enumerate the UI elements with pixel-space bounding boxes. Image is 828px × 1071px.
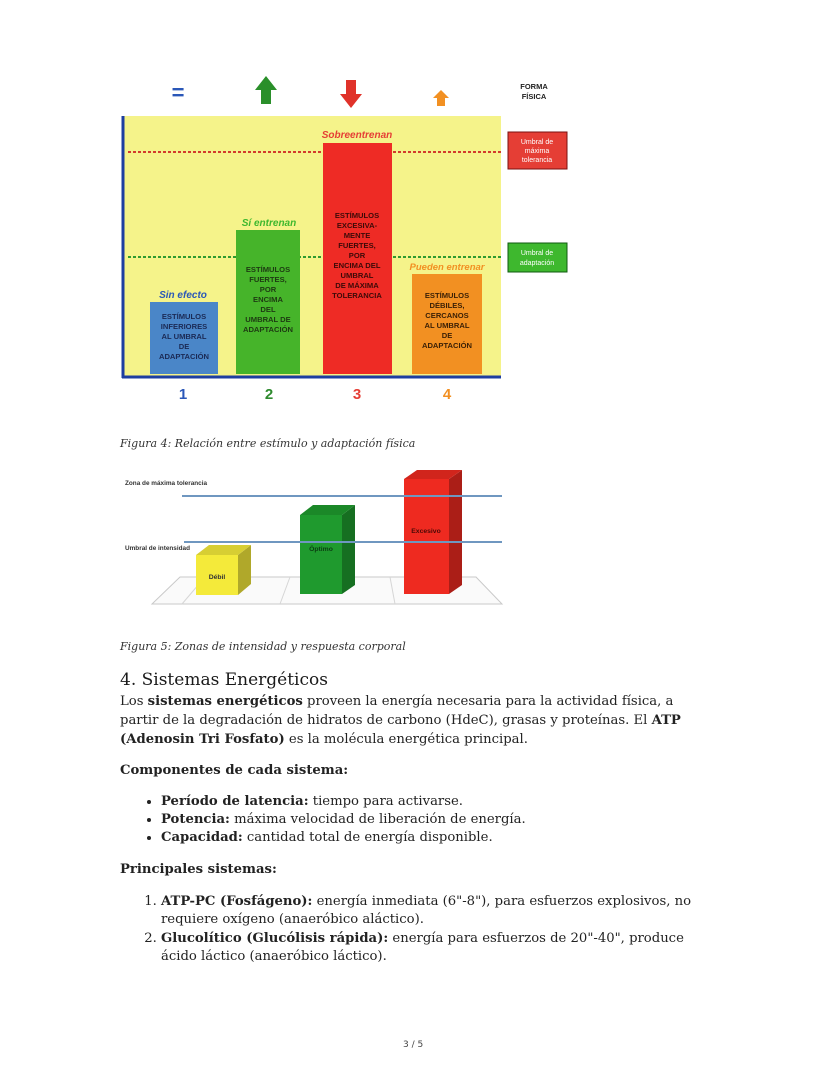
svg-text:EXCESIVA-: EXCESIVA-: [336, 221, 378, 230]
svg-text:DEL: DEL: [260, 305, 276, 314]
svg-text:Umbral de: Umbral de: [520, 250, 554, 257]
bar-1-number: 1: [178, 386, 188, 403]
list-item: • Potencia: máxima velocidad de liberación de energía.: [161, 811, 761, 829]
svg-text:INFERIORES: INFERIORES: [160, 322, 208, 331]
list-item: 2. Glucolítico (Glucólisis rápida): energía para esfuerzos de 20"-40", produce ácido láctico (anaeróbico láctico).: [161, 930, 721, 966]
svg-text:ADAPTACIÓN: ADAPTACIÓN: [158, 352, 210, 361]
list-item: • Capacidad: cantidad total de energía disponible.: [161, 829, 761, 847]
max-zone-label: Zona de máxima tolerancia: [125, 480, 208, 487]
svg-text:AL UMBRAL: AL UMBRAL: [161, 332, 207, 341]
components-list: [120, 793, 761, 847]
systems-list: [120, 893, 721, 967]
bar-optimo-label: Óptimo: [309, 546, 333, 553]
svg-text:DE: DE: [441, 331, 453, 340]
bar-1-label: Sin efecto: [159, 290, 207, 301]
forma-fisica-line1: FORMA: [520, 82, 548, 91]
svg-text:ESTÍMULOS: ESTÍMULOS: [334, 211, 380, 220]
svg-text:DE MÁXIMA: DE MÁXIMA: [335, 281, 379, 290]
svg-text:AL UMBRAL: AL UMBRAL: [424, 321, 470, 330]
svg-text:ENCIMA: ENCIMA: [253, 295, 283, 304]
list-item: 1. ATP-PC (Fosfágeno): energía inmediata (6"-8"), para esfuerzos explosivos, no requiere oxígeno (anaeróbico aláctico).: [161, 893, 721, 929]
svg-text:CERCANOS: CERCANOS: [425, 311, 469, 320]
intensity-label: Umbral de intensidad: [125, 545, 190, 552]
legend-adaptation: [508, 243, 567, 272]
svg-text:UMBRAL: UMBRAL: [340, 271, 374, 280]
bold-term: sistemas energéticos: [147, 694, 303, 709]
small-arrow-up-icon: [433, 90, 449, 106]
bar-1-text: [159, 312, 209, 361]
bar-4-text: [422, 291, 472, 350]
svg-text:TOLERANCIA: TOLERANCIA: [332, 291, 382, 300]
figure-4-chart: [120, 68, 580, 410]
svg-text:ESTÍMULOS: ESTÍMULOS: [424, 291, 470, 300]
bar-4-number: 4: [442, 386, 452, 403]
svg-text:POR: POR: [259, 285, 277, 294]
bar-2-number: 2: [264, 386, 274, 403]
arrow-down-icon: [340, 80, 362, 108]
svg-text:MENTE: MENTE: [343, 231, 371, 240]
bar-3-number: 3: [352, 386, 362, 403]
legend-max-tolerance-text: [521, 139, 553, 164]
bold-term: ATP (Adenosin Tri Fosfato): [120, 713, 681, 747]
forma-fisica-line2: FÍSICA: [521, 92, 547, 101]
svg-text:ESTÍMULOS: ESTÍMULOS: [245, 265, 291, 274]
bar-excesivo-label: Excesivo: [411, 528, 441, 535]
svg-text:ESTÍMULOS: ESTÍMULOS: [161, 312, 207, 321]
bar-4-label: Pueden entrenar: [409, 262, 485, 273]
bar-debil: [196, 545, 251, 595]
bar-debil-label: Débil: [208, 574, 226, 581]
svg-text:FUERTES,: FUERTES,: [249, 275, 287, 284]
svg-text:FUERTES,: FUERTES,: [338, 241, 376, 250]
svg-text:Umbral de: Umbral de: [520, 139, 554, 146]
svg-text:ENCIMA DEL: ENCIMA DEL: [333, 261, 381, 270]
bar-3-label: Sobreentrenan: [321, 130, 393, 141]
bar-2-label: Sí entrenan: [241, 218, 297, 229]
list-item: • Período de latencia: tiempo para activarse.: [161, 793, 761, 811]
figure-5-chart: [120, 467, 512, 614]
svg-text:DE: DE: [178, 342, 190, 351]
svg-text:ADAPTACIÓN: ADAPTACIÓN: [242, 325, 294, 334]
equal-sign: =: [171, 80, 185, 105]
svg-text:tolerancia: tolerancia: [521, 157, 553, 164]
figure-5-caption: Figura 5: Zonas de intensidad y respuesta corporal: [120, 640, 406, 653]
section-title: 4. Sistemas Energéticos: [120, 670, 328, 690]
svg-text:adaptación: adaptación: [519, 260, 555, 267]
arrow-up-icon: [255, 76, 277, 104]
components-heading: Componentes de cada sistema:: [120, 763, 349, 778]
page-number: 3 / 5: [403, 1040, 424, 1050]
svg-text:POR: POR: [348, 251, 366, 260]
figure-4-caption: Figura 4: Relación entre estímulo y adaptación física: [120, 437, 416, 450]
svg-text:DÉBILES,: DÉBILES,: [429, 301, 465, 310]
svg-text:máxima: máxima: [524, 148, 550, 155]
systems-heading: Principales sistemas:: [120, 862, 277, 877]
section-paragraph: Los sistemas energéticos proveen la energía necesaria para la actividad física, a partir de la degradación de hidratos de carbono (HdeC), grasas y proteínas. El ATP (Adenosin Tri Fosfato) es la molécula energética principal.: [120, 694, 681, 747]
svg-text:UMBRAL DE: UMBRAL DE: [245, 315, 291, 324]
svg-text:ADAPTACIÓN: ADAPTACIÓN: [421, 341, 473, 350]
